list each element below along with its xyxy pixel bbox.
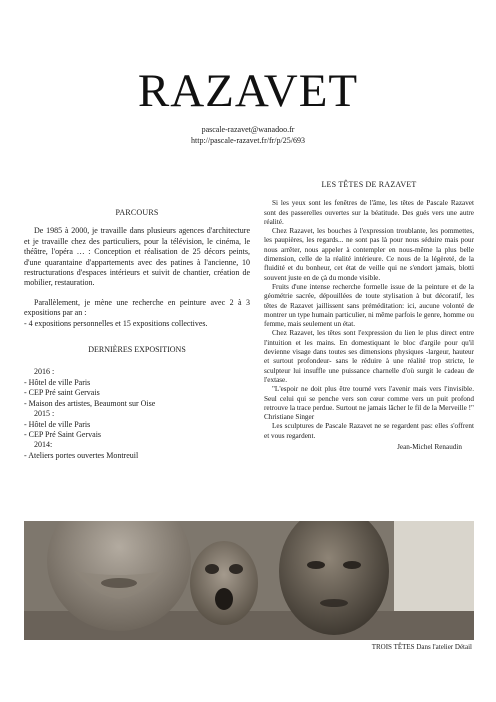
tetes-paragraph: Chez Razavet, les têtes sont l'expression du lien le plus direct entre l'intuition et les mains. En domestiquant le bloc d'argile pour qu'il devienne visage dans toutes ses dimensions physiques -largeur, hauteur et surtout profondeur- sans le réduire à une réalité trop stricte, le sculpteur lui insuffle une puissance charnelle d'où surgit le cadeau de l'extase. (264, 329, 474, 384)
parcours-heading: PARCOURS (115, 208, 159, 217)
exposition-item: - Hôtel de ville Paris (24, 377, 91, 387)
tetes-paragraph: Si les yeux sont les fenêtres de l'âme, les têtes de Pascale Razavet sont des passerelles ouvertes sur la béatitude. Des gués vers une autre réalité. (264, 199, 474, 226)
exposition-year: 2014: (34, 440, 53, 450)
tetes-paragraph: Fruits d'une intense recherche formelle issue de la peinture et de la géométrie sacrée, dépouillées de toute stylisation à but décoratif, les têtes de Razavet jaillissent sans préméditation: ici, aucune volonté de montrer un type humain particulier, ni même parfois le genre, homme ou femme, mais seulement un état. (264, 282, 474, 329)
tetes-paragraph: Chez Razavet, les bouches à l'expression troublante, les pommettes, les paupières, les regards... ne sont pas là pour nous séduire mais pour nous arrêter, nous appeler à contempler en nous-même la plus belle dimension, celle de la réalité intérieure. Ce nous de la légèreté, de la fluidité et du bonheur, cet état de veille qui ne s'endort jamais, blotti souvent juste en de çà du monde visible. (264, 227, 474, 282)
parcours-paragraph-1: De 1985 à 2000, je travaille dans plusieurs agences d'architecture et je travaille chez des particuliers, pour la télévision, le cinéma, le théâtre, l'opéra … : Conception et réalisation de 25 décors peints, d'une quarantaine d'appartements avec des patines à l'ancienne, 10 restructurations d'espaces intérieurs et suivit de chantier, création de mobilier, restauration. (24, 226, 250, 288)
exposition-year: 2015 : (34, 409, 55, 419)
exposition-item: - CEP Pré saint Gervais (24, 388, 100, 398)
expositions-list (24, 367, 250, 461)
expositions-heading: DERNIÈRES EXPOSITIONS (88, 345, 186, 355)
parcours-paragraph-2: Parallèlement, je mène une recherche en peinture avec 2 à 3 expositions par an : (24, 297, 250, 318)
email-text: pascale-razavet@wanadoo.fr (201, 125, 295, 134)
parcours-paragraph-3: - 4 expositions personnelles et 15 expositions collectives. (24, 318, 208, 328)
contact-block (0, 124, 496, 146)
exposition-item: - CEP Pré Saint Gervais (24, 429, 102, 439)
exposition-year: 2016 : (34, 367, 55, 377)
tetes-heading: LES TÊTES DE RAZAVET (321, 180, 417, 189)
page-title: RAZAVET (137, 65, 359, 117)
photo-caption: TROIS TÊTES Dans l'atelier Détail (371, 643, 472, 651)
middle-head-shape (190, 541, 258, 625)
exposition-item: - Hôtel de ville Paris (24, 419, 91, 429)
sculpture-photo (24, 521, 474, 640)
website-url: http://pascale-razavet.fr/fr/p/25/693 (191, 136, 305, 145)
exposition-item: - Maison des artistes, Beaumont sur Oise (24, 398, 156, 408)
right-column (264, 180, 474, 452)
tetes-quote: "L'espoir ne doit plus être tourné vers l'avenir mais vers l'invisible. Seul celui qui se penche vers son cœur comme vers un puit profond retrouve la trace perdue. Surtout ne jamais lâcher le fil de la Merveille !" Christiane Singer (264, 385, 474, 422)
left-column (24, 208, 250, 461)
sculpture-heads-image (24, 521, 474, 640)
exposition-item: - Ateliers portes ouvertes Montreuil (24, 450, 139, 460)
signature: Jean-Michel Renaudin (397, 443, 462, 452)
tetes-paragraph: Les sculptures de Pascale Razavet ne se regardent pas: elles s'offrent et vous regardent. (264, 422, 474, 440)
